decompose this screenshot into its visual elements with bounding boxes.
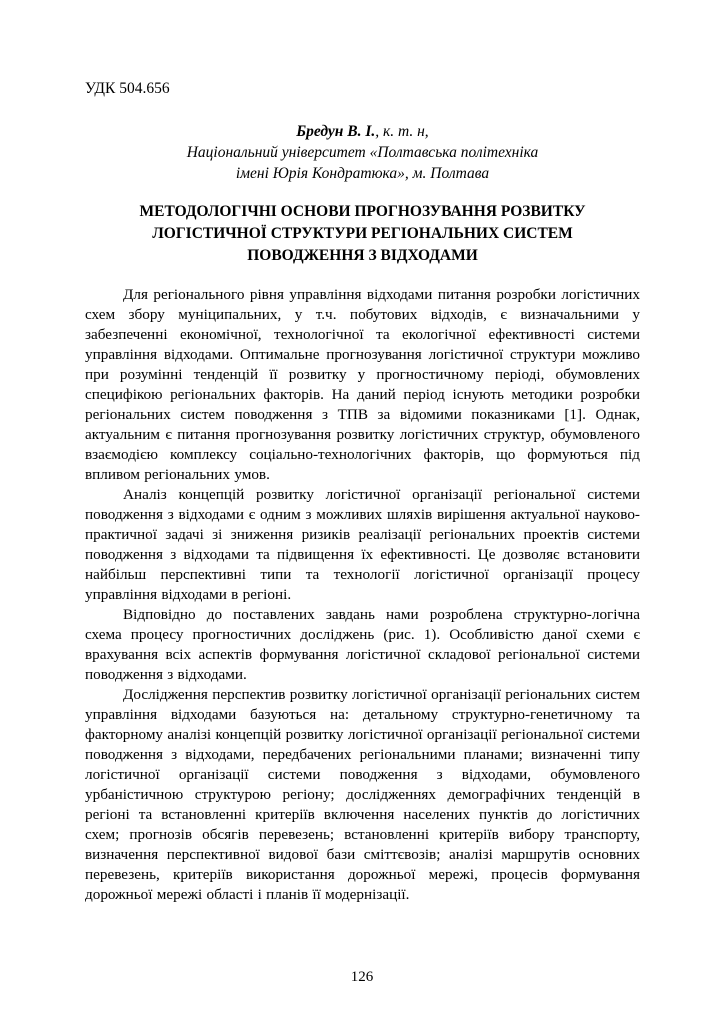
article-title [85,201,640,267]
author-block [85,121,640,184]
paragraph-2: Аналіз концепцій розвитку логістичної організації регіональної системи поводження з відходами є одним з можливих шляхів вирішення актуальної науково-практичної задачі зі зниження ризиків реалізації регіональних проектів системи поводження з відходами та підвищення їх ефективності. Це дозволяє встановити найбільш перспективні типи та технології логістичної організації процесу управління відходами в регіоні. [85,486,640,603]
author-name: Бредун В. І. [296,123,376,140]
udc-number: УДК 504.656 [85,80,170,97]
affiliation-line-1: Національний університет «Полтавська політехніка [186,144,539,161]
author-degree: , к. т. н, [375,123,429,140]
paragraph-4: Дослідження перспектив розвитку логістичної організації регіональних систем управління відходами базуються на: детальному структурно-генетичному та факторному аналізі концепцій розвитку логістичної організації регіональної системи поводження з відходами, передбачених регіональними планами; визначенні типу логістичної організації системи поводження з відходами, обумовленого урбаністичною структурою регіону; дослідженнях демографічних тенденцій в регіоні та встановленні критеріїв включення населених пунктів до логістичних схем; прогнозів обсягів перевезень; встановленні критеріїв вибору транспорту, визначення перспективної видової бази сміттєвозів; аналізі маршрутів основних перевезень, критеріїв використання дорожньої мережі, процесів формування дорожньої мережі області і планів її модернізації. [85,686,640,903]
article-title-line-2: ЛОГІСТИЧНОЇ СТРУКТУРИ РЕГІОНАЛЬНИХ СИСТЕМ [152,225,573,242]
article-title-line-3: ПОВОДЖЕННЯ З ВІДХОДАМИ [247,247,478,264]
affiliation-line-2: імені Юрія Кондратюка», м. Полтава [235,165,490,182]
page-number: 126 [350,969,374,985]
author-line [85,121,640,142]
paragraph-1: Для регіонального рівня управління відходами питання розробки логістичних схем збору муніципальних, у т.ч. побутових відходів, є визначальними у забезпеченні економічної, технологічної та екологічної ефективності системи управління відходами. Оптимальне прогнозування логістичної структури можливо при розумінні тенденцій її розвитку у прогностичному періоді, обумовлених специфікою регіональних факторів. На даний період існують методики розробки регіональних систем поводження з ТПВ за відомими показниками [1]. Однак, актуальним є питання прогнозування розвитку логістичних структур, обумовленого взаємодією комплексу соціально-технологічних факторів, що формуються під впливом регіональних умов. [85,286,640,483]
article-title-line-1: МЕТОДОЛОГІЧНІ ОСНОВИ ПРОГНОЗУВАННЯ РОЗВИТКУ [139,203,586,220]
paragraph-3: Відповідно до поставлених завдань нами розроблена структурно-логічна схема процесу прогностичних досліджень (рис. 1). Особливістю даної схеми є врахування всіх аспектів формування логістичної складової регіональної системи поводження з відходами. [85,606,640,683]
